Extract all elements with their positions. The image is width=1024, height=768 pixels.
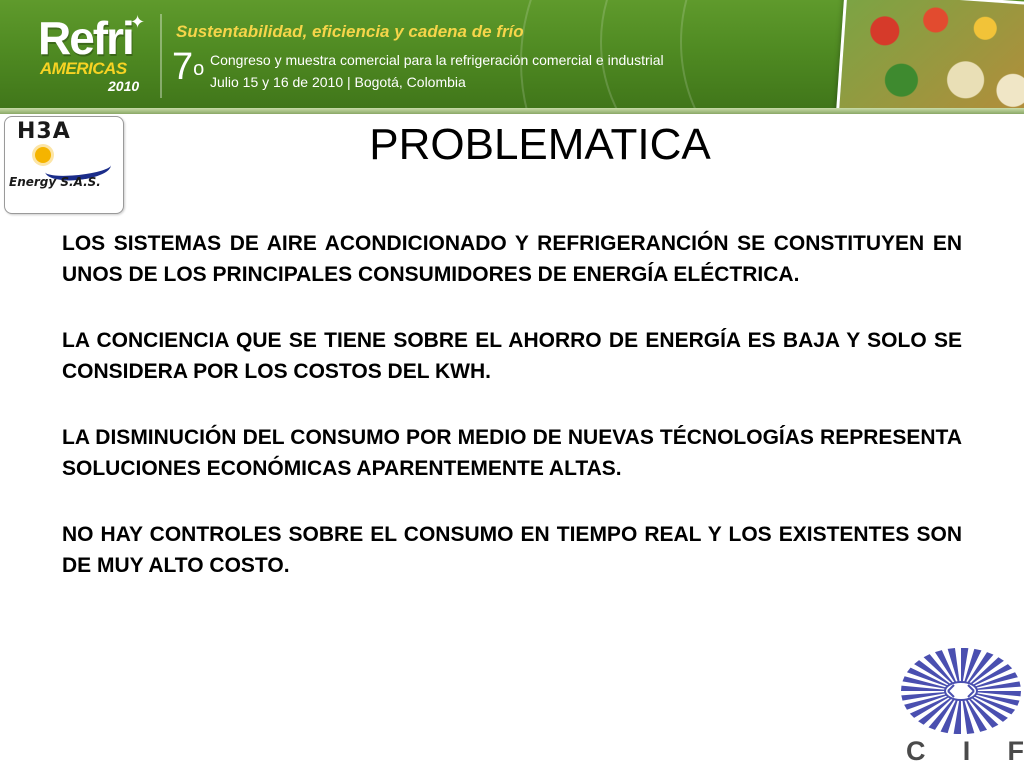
- event-tagline: Sustentabilidad, eficiencia y cadena de frío: [176, 22, 524, 41]
- banner-bottom-stripe: [0, 108, 1024, 114]
- h3a-energy-logo: [4, 116, 124, 214]
- sun-icon: [35, 147, 51, 163]
- edition-number: [172, 46, 204, 88]
- slide-title: PROBLEMATICA: [369, 120, 711, 169]
- slide-body: [62, 228, 962, 616]
- paragraph-1: LOS SISTEMAS DE AIRE ACONDICIONADO Y REFRIGERANCIÓN SE CONSTITUYEN EN UNOS DE LOS PRINCIPALES CONSUMIDORES DE ENERGÍA ELÉCTRICA.: [62, 232, 962, 286]
- edition-number-value: 7: [172, 46, 194, 88]
- cif-letter-c: C: [906, 736, 926, 766]
- banner-divider: [160, 14, 162, 98]
- logo-year: 2010: [108, 78, 140, 94]
- produce-photo: [836, 0, 1024, 114]
- cif-letters: [906, 736, 1024, 767]
- paragraph-2: LA CONCIENCIA QUE SE TIENE SOBRE EL AHORRO DE ENERGÍA ES BAJA Y SOLO SE CONSIDERA POR LOS COSTOS DEL KWH.: [62, 329, 962, 383]
- edition-suffix: o: [193, 58, 205, 80]
- cif-logo: [898, 648, 1024, 768]
- cif-letter-f: F: [1007, 736, 1024, 766]
- paragraph-3: LA DISMINUCIÓN DEL CONSUMO POR MEDIO DE NUEVAS TÉCNOLOGÍAS REPRESENTA SOLUCIONES ECONÓMICAS APARENTEMENTE ALTAS.: [62, 426, 962, 480]
- h3a-logo-text: H3A: [17, 119, 71, 144]
- paragraph-4: NO HAY CONTROLES SOBRE EL CONSUMO EN TIEMPO REAL Y LOS EXISTENTES SON DE MUY ALTO COSTO.: [62, 523, 962, 577]
- cif-letter-i: I: [962, 736, 971, 766]
- header-banner: [0, 0, 1024, 114]
- refri-americas-logo: [38, 14, 148, 98]
- cif-emblem-icon: [898, 648, 1024, 734]
- event-date-location: Julio 15 y 16 de 2010 | Bogotá, Colombia: [210, 74, 466, 90]
- h3a-logo-subtitle: Energy S.A.S.: [9, 175, 101, 189]
- logo-word: Refri: [38, 12, 133, 64]
- logo-subtitle: AMERICAS: [40, 59, 127, 78]
- event-description: Congreso y muestra comercial para la refrigeración comercial e industrial: [210, 52, 664, 68]
- star-icon: ✦: [130, 12, 146, 32]
